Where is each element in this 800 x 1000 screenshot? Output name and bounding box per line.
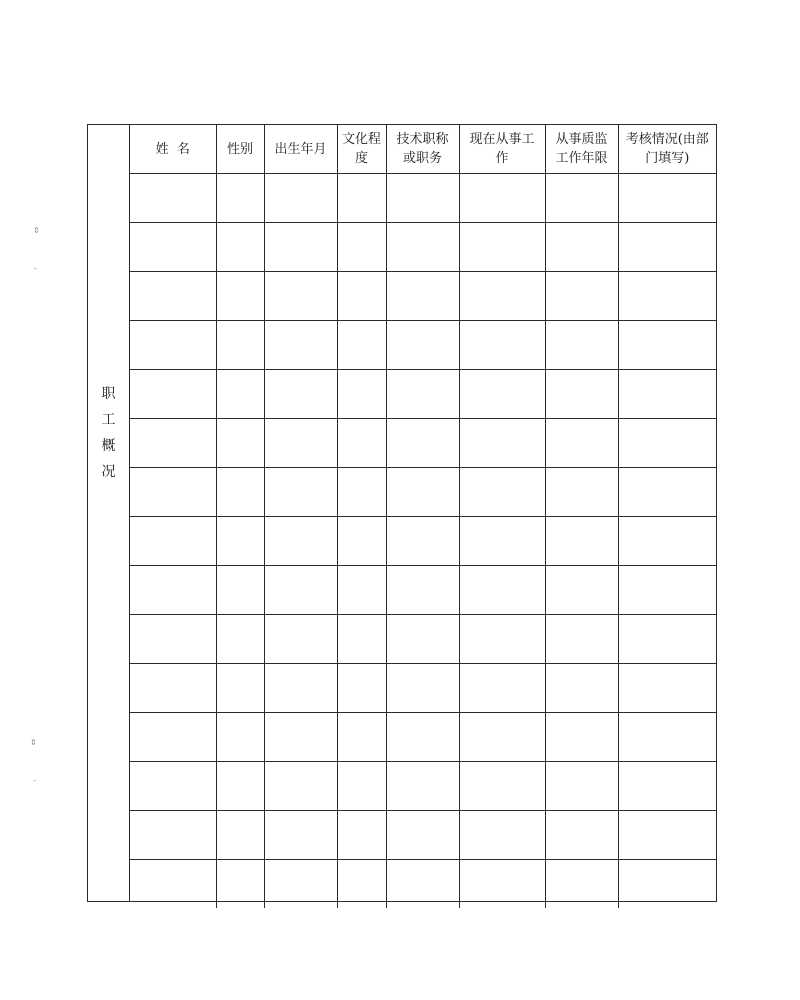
header-education: 文化程度: [337, 125, 386, 174]
table-cell[interactable]: [264, 174, 337, 223]
table-cell[interactable]: [386, 762, 459, 811]
table-cell[interactable]: [337, 615, 386, 664]
table-cell[interactable]: [618, 419, 716, 468]
table-cell[interactable]: [386, 713, 459, 762]
margin-mark: ⇕: [30, 738, 37, 747]
table-cell[interactable]: [545, 370, 618, 419]
side-label-char: 概: [101, 438, 116, 454]
table-cell[interactable]: [386, 860, 459, 909]
table-cell[interactable]: [545, 223, 618, 272]
table-row: [130, 762, 716, 811]
table-row: [130, 860, 716, 909]
table-cell[interactable]: [459, 664, 545, 713]
table-cell[interactable]: [337, 370, 386, 419]
table-cell[interactable]: [264, 419, 337, 468]
margin-mark: -: [33, 776, 36, 785]
table-cell[interactable]: [545, 517, 618, 566]
table-cell[interactable]: [264, 223, 337, 272]
table-cell[interactable]: [264, 664, 337, 713]
table-cell[interactable]: [216, 517, 264, 566]
header-title-position: 技术职称或职务: [386, 125, 459, 174]
table-cell[interactable]: [459, 321, 545, 370]
table-row: [130, 713, 716, 762]
table-row: [130, 174, 716, 223]
table-cell[interactable]: [216, 468, 264, 517]
table-row: [130, 272, 716, 321]
table-cell[interactable]: [545, 811, 618, 860]
table-cell[interactable]: [264, 517, 337, 566]
table-cell[interactable]: [130, 321, 216, 370]
table-cell[interactable]: [459, 174, 545, 223]
side-label-char: 况: [101, 464, 116, 480]
table-cell[interactable]: [618, 272, 716, 321]
table-cell[interactable]: [337, 762, 386, 811]
table-row: [130, 566, 716, 615]
table-cell[interactable]: [459, 566, 545, 615]
table-cell[interactable]: [545, 321, 618, 370]
margin-mark: ⇕: [33, 226, 40, 235]
table-row: [130, 811, 716, 860]
side-label-cell: [88, 125, 130, 901]
table-cell[interactable]: [545, 860, 618, 909]
staff-overview-form: [87, 124, 717, 902]
table-cell[interactable]: [216, 811, 264, 860]
table-cell[interactable]: [459, 811, 545, 860]
table-cell[interactable]: [130, 860, 216, 909]
table-cell[interactable]: [337, 566, 386, 615]
table-cell[interactable]: [545, 713, 618, 762]
table-cell[interactable]: [618, 321, 716, 370]
table-cell[interactable]: [545, 468, 618, 517]
table-cell[interactable]: [545, 419, 618, 468]
table-cell[interactable]: [216, 272, 264, 321]
table-cell[interactable]: [337, 517, 386, 566]
table-cell[interactable]: [130, 811, 216, 860]
table-row: [130, 419, 716, 468]
table-cell[interactable]: [130, 223, 216, 272]
table-cell[interactable]: [337, 321, 386, 370]
table-cell[interactable]: [130, 174, 216, 223]
table-cell[interactable]: [386, 370, 459, 419]
table-cell[interactable]: [216, 762, 264, 811]
table-cell[interactable]: [216, 566, 264, 615]
table-cell[interactable]: [130, 517, 216, 566]
table-cell[interactable]: [264, 811, 337, 860]
table-cell[interactable]: [386, 321, 459, 370]
table-cell[interactable]: [618, 762, 716, 811]
table-row: [130, 517, 716, 566]
side-label-char: 职: [101, 386, 116, 402]
table-cell[interactable]: [386, 223, 459, 272]
table-cell[interactable]: [618, 713, 716, 762]
table-cell[interactable]: [264, 566, 337, 615]
table-cell[interactable]: [618, 517, 716, 566]
table-cell[interactable]: [618, 370, 716, 419]
table-cell[interactable]: [386, 664, 459, 713]
table-cell[interactable]: [216, 713, 264, 762]
table-cell[interactable]: [459, 517, 545, 566]
table-cell[interactable]: [216, 321, 264, 370]
table-cell[interactable]: [459, 713, 545, 762]
table-cell[interactable]: [264, 713, 337, 762]
table-cell[interactable]: [618, 468, 716, 517]
table-cell[interactable]: [216, 664, 264, 713]
table-cell[interactable]: [216, 615, 264, 664]
table-cell[interactable]: [459, 223, 545, 272]
table-cell[interactable]: [459, 762, 545, 811]
table-cell[interactable]: [386, 615, 459, 664]
table-row: [130, 615, 716, 664]
table-row: [130, 223, 716, 272]
side-label-text: [88, 381, 129, 485]
table-cell[interactable]: [386, 811, 459, 860]
table-cell[interactable]: [264, 860, 337, 909]
header-current-work: 现在从事工作: [459, 125, 545, 174]
table-cell[interactable]: [618, 811, 716, 860]
table-cell[interactable]: [264, 468, 337, 517]
table-cell[interactable]: [130, 419, 216, 468]
table-cell[interactable]: [459, 272, 545, 321]
table-cell[interactable]: [545, 762, 618, 811]
table-cell[interactable]: [216, 174, 264, 223]
header-row: [130, 125, 716, 174]
table-cell[interactable]: [545, 272, 618, 321]
table-cell[interactable]: [386, 468, 459, 517]
table-cell[interactable]: [386, 174, 459, 223]
table-cell[interactable]: [216, 223, 264, 272]
table-cell[interactable]: [618, 566, 716, 615]
table-cell[interactable]: [545, 615, 618, 664]
header-assessment: 考核情况(由部门填写): [618, 125, 716, 174]
table-cell[interactable]: [618, 860, 716, 909]
table-cell[interactable]: [130, 370, 216, 419]
table-cell[interactable]: [130, 664, 216, 713]
table-row: [130, 468, 716, 517]
table-cell[interactable]: [618, 615, 716, 664]
table-cell[interactable]: [264, 370, 337, 419]
table-cell[interactable]: [216, 860, 264, 909]
table-cell[interactable]: [264, 272, 337, 321]
table-cell[interactable]: [337, 713, 386, 762]
table-cell[interactable]: [337, 664, 386, 713]
table-cell[interactable]: [216, 370, 264, 419]
table-cell[interactable]: [337, 223, 386, 272]
table-cell[interactable]: [130, 468, 216, 517]
table-cell[interactable]: [337, 419, 386, 468]
table-row: [130, 370, 716, 419]
table-cell[interactable]: [545, 566, 618, 615]
table-cell[interactable]: [618, 174, 716, 223]
table-cell[interactable]: [264, 762, 337, 811]
table-cell[interactable]: [618, 223, 716, 272]
table-cell[interactable]: [545, 664, 618, 713]
table-row: [130, 664, 716, 713]
header-qc-years: 从事质监工作年限: [545, 125, 618, 174]
table-cell[interactable]: [618, 664, 716, 713]
table-cell[interactable]: [459, 860, 545, 909]
table-cell[interactable]: [337, 860, 386, 909]
table-cell[interactable]: [130, 272, 216, 321]
table-cell[interactable]: [264, 321, 337, 370]
table-row: [130, 321, 716, 370]
table-cell[interactable]: [264, 615, 337, 664]
table-cell[interactable]: [130, 615, 216, 664]
table-cell[interactable]: [386, 566, 459, 615]
table-cell[interactable]: [130, 566, 216, 615]
header-gender: 性别: [216, 125, 264, 174]
table-cell[interactable]: [459, 615, 545, 664]
table-cell[interactable]: [459, 419, 545, 468]
header-birth-date: 出生年月: [264, 125, 337, 174]
table-cell[interactable]: [545, 174, 618, 223]
side-label-char: 工: [101, 412, 116, 428]
header-name: 姓 名: [130, 125, 216, 174]
table-cell[interactable]: [337, 272, 386, 321]
table-cell[interactable]: [130, 762, 216, 811]
table-cell[interactable]: [386, 419, 459, 468]
table-cell[interactable]: [216, 419, 264, 468]
table-cell[interactable]: [386, 272, 459, 321]
margin-mark: -: [34, 264, 37, 273]
table-cell[interactable]: [337, 811, 386, 860]
table-cell[interactable]: [459, 468, 545, 517]
table-cell[interactable]: [386, 517, 459, 566]
staff-table: [130, 125, 716, 908]
table-cell[interactable]: [459, 370, 545, 419]
table-cell[interactable]: [337, 174, 386, 223]
table-cell[interactable]: [130, 713, 216, 762]
table-cell[interactable]: [337, 468, 386, 517]
